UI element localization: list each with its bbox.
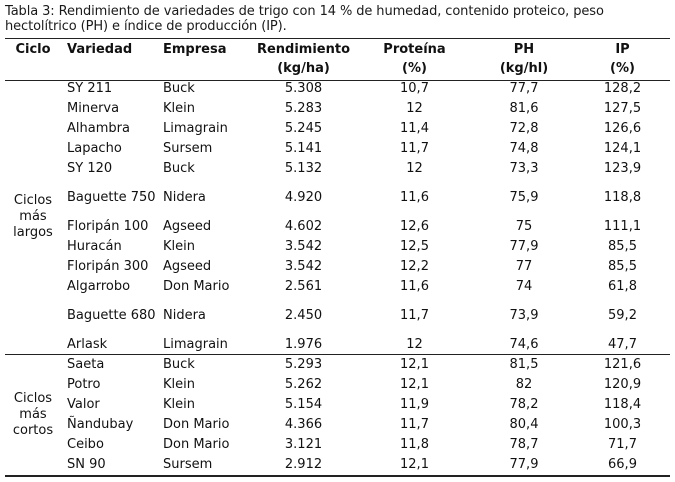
cell-variedad: Baguette 680	[67, 308, 156, 323]
cell-ph: 74	[515, 279, 533, 294]
cell-rendimiento: 5.308	[284, 81, 323, 96]
unit-ip: (%)	[610, 61, 635, 76]
cell-ph: 73,9	[509, 308, 539, 323]
cell-ip: 47,7	[608, 337, 637, 352]
cell-ph: 81,5	[509, 357, 539, 372]
cell-ip: 121,6	[603, 357, 642, 372]
unit-proteina: (%)	[402, 61, 427, 76]
cell-ph: 78,7	[509, 437, 539, 452]
table-row	[5, 415, 670, 435]
cell-variedad: Arlask	[67, 337, 108, 352]
cell-proteina: 10,7	[400, 81, 429, 96]
table-row	[5, 435, 670, 455]
cell-rendimiento: 2.450	[284, 308, 323, 323]
cell-ph: 80,4	[509, 417, 539, 432]
cycle-group-label	[5, 355, 61, 475]
cell-ip: 128,2	[603, 81, 642, 96]
cell-rendimiento: 1.976	[284, 337, 323, 352]
cell-ph: 78,2	[509, 397, 539, 412]
cell-variedad: SY 211	[67, 81, 113, 96]
cell-ip: 85,5	[608, 259, 637, 274]
table-row	[5, 257, 670, 277]
cell-ip: 59,2	[608, 308, 637, 323]
cell-ip: 111,1	[603, 219, 642, 234]
cell-proteina: 11,8	[400, 437, 429, 452]
cell-ip: 127,5	[603, 101, 642, 116]
table-row	[5, 277, 670, 297]
cell-empresa: Agseed	[163, 259, 212, 274]
cell-ip: 100,3	[603, 417, 642, 432]
cell-empresa: Limagrain	[163, 337, 228, 352]
cell-proteina: 11,6	[400, 190, 429, 205]
cell-variedad: Baguette 750	[67, 190, 156, 205]
cell-empresa: Buck	[163, 357, 195, 372]
wheat-varieties-table	[5, 39, 670, 475]
cell-ph: 75	[515, 219, 533, 234]
caption-line-2: hectolítrico (PH) e índice de producción (IP).	[5, 19, 287, 34]
cell-variedad: Floripán 100	[67, 219, 149, 234]
caption-line-1: Tabla 3: Rendimiento de variedades de trigo con 14 % de humedad, contenido proteico, peso	[5, 4, 604, 19]
cell-ph: 77,9	[509, 239, 539, 254]
cell-empresa: Buck	[163, 81, 195, 96]
table-row	[5, 355, 670, 375]
cell-proteina: 12,6	[400, 219, 429, 234]
cell-rendimiento: 5.283	[284, 101, 323, 116]
cell-rendimiento: 3.121	[284, 437, 323, 452]
cell-ip: 61,8	[608, 279, 637, 294]
cell-ph: 73,3	[509, 161, 539, 176]
cell-variedad: Potro	[67, 377, 101, 392]
cell-rendimiento: 4.602	[284, 219, 323, 234]
table-row	[5, 217, 670, 237]
cell-ip: 118,8	[603, 190, 642, 205]
cell-ip: 85,5	[608, 239, 637, 254]
cycle-label-line: Ciclos	[13, 193, 53, 208]
cycle-label-line: cortos	[12, 423, 54, 438]
table-row	[5, 119, 670, 139]
col-header-proteina: Proteína	[383, 42, 446, 57]
table-row	[5, 455, 670, 475]
cell-proteina: 12	[406, 161, 423, 176]
cell-proteina: 12,2	[400, 259, 429, 274]
cell-rendimiento: 4.920	[284, 190, 323, 205]
cell-empresa: Limagrain	[163, 121, 228, 136]
table-row	[5, 139, 670, 159]
table-row	[5, 179, 670, 217]
cell-variedad: Ñandubay	[67, 417, 134, 432]
cycle-label-line: Ciclos	[13, 391, 53, 406]
cell-ph: 82	[515, 377, 533, 392]
cell-variedad: Lapacho	[67, 141, 122, 156]
cell-variedad: Algarrobo	[67, 279, 131, 294]
cell-rendimiento: 5.141	[284, 141, 323, 156]
cell-proteina: 11,6	[400, 279, 429, 294]
cell-rendimiento: 3.542	[284, 239, 323, 254]
cell-empresa: Klein	[163, 377, 195, 392]
cell-empresa: Don Mario	[163, 279, 230, 294]
col-header-empresa: Empresa	[163, 42, 227, 57]
cell-rendimiento: 2.912	[284, 457, 323, 472]
cell-proteina: 11,9	[400, 397, 429, 412]
cell-empresa: Don Mario	[163, 437, 230, 452]
cell-rendimiento: 2.561	[284, 279, 323, 294]
cycle-label-line: largos	[13, 225, 53, 240]
cell-variedad: Alhambra	[67, 121, 130, 136]
cell-proteina: 11,7	[400, 141, 429, 156]
table-row	[5, 297, 670, 335]
header-spacer-ciclo	[5, 60, 61, 79]
cycle-label-line: más	[19, 407, 47, 422]
cell-empresa: Klein	[163, 397, 195, 412]
cell-ip: 66,9	[608, 457, 637, 472]
cycle-label-line: más	[19, 209, 47, 224]
header-spacer-empresa	[159, 60, 251, 79]
cell-proteina: 11,4	[400, 121, 429, 136]
cell-ph: 77,7	[509, 81, 539, 96]
col-header-ph: PH	[513, 42, 535, 57]
cell-ph: 75,9	[509, 190, 539, 205]
cell-empresa: Don Mario	[163, 417, 230, 432]
cell-empresa: Nidera	[163, 190, 206, 205]
cell-empresa: Agseed	[163, 219, 212, 234]
cell-variedad: Floripán 300	[67, 259, 149, 274]
cell-ph: 81,6	[509, 101, 539, 116]
cell-ip: 123,9	[603, 161, 642, 176]
header-row-1	[5, 39, 670, 60]
cell-ip: 71,7	[608, 437, 637, 452]
cell-empresa: Nidera	[163, 308, 206, 323]
cell-empresa: Klein	[163, 239, 195, 254]
cell-proteina: 12	[406, 101, 423, 116]
cell-variedad: Minerva	[67, 101, 120, 116]
cell-variedad: Saeta	[67, 357, 105, 372]
unit-ph: (kg/hl)	[499, 61, 549, 76]
cell-rendimiento: 5.245	[284, 121, 323, 136]
cell-rendimiento: 5.262	[284, 377, 323, 392]
table-row	[5, 159, 670, 179]
header-rule	[5, 80, 670, 81]
cell-rendimiento: 5.293	[284, 357, 323, 372]
cell-ph: 74,8	[509, 141, 539, 156]
cell-variedad: SN 90	[67, 457, 106, 472]
cycle-group-label	[5, 79, 61, 355]
cell-variedad: Valor	[67, 397, 100, 412]
cell-variedad: Ceibo	[67, 437, 104, 452]
cell-ip: 126,6	[603, 121, 642, 136]
cell-rendimiento: 5.132	[284, 161, 323, 176]
cell-ip: 124,1	[603, 141, 642, 156]
table-row	[5, 375, 670, 395]
bottom-rule	[5, 475, 670, 477]
col-header-ciclo: Ciclo	[15, 42, 51, 57]
cell-rendimiento: 4.366	[284, 417, 323, 432]
group-separator-rule	[5, 354, 670, 355]
cell-ip: 120,9	[603, 377, 642, 392]
cell-ph: 77,9	[509, 457, 539, 472]
cell-ph: 72,8	[509, 121, 539, 136]
col-header-ip: IP	[615, 42, 630, 57]
table-row	[5, 79, 670, 99]
cell-empresa: Klein	[163, 101, 195, 116]
cell-proteina: 12,1	[400, 357, 429, 372]
col-header-rendimiento: Rendimiento	[256, 42, 351, 57]
cell-proteina: 12,1	[400, 457, 429, 472]
table-caption	[5, 4, 670, 34]
cell-proteina: 12,1	[400, 377, 429, 392]
cell-proteina: 12,5	[400, 239, 429, 254]
cell-variedad: SY 120	[67, 161, 113, 176]
table-row	[5, 395, 670, 415]
table-row	[5, 335, 670, 355]
cell-ph: 74,6	[509, 337, 539, 352]
cell-empresa: Buck	[163, 161, 195, 176]
table-row	[5, 237, 670, 257]
cell-proteina: 11,7	[400, 417, 429, 432]
table-row	[5, 99, 670, 119]
cell-rendimiento: 3.542	[284, 259, 323, 274]
cell-ph: 77	[515, 259, 533, 274]
cell-proteina: 12	[406, 337, 423, 352]
cell-ip: 118,4	[603, 397, 642, 412]
cell-empresa: Sursem	[163, 457, 213, 472]
unit-rendimiento: (kg/ha)	[277, 61, 330, 76]
cell-rendimiento: 5.154	[284, 397, 323, 412]
col-header-variedad: Variedad	[67, 42, 133, 57]
header-spacer-variedad	[61, 60, 159, 79]
cell-empresa: Sursem	[163, 141, 213, 156]
cell-variedad: Huracán	[67, 239, 122, 254]
cell-proteina: 11,7	[400, 308, 429, 323]
header-row-2	[5, 60, 670, 79]
